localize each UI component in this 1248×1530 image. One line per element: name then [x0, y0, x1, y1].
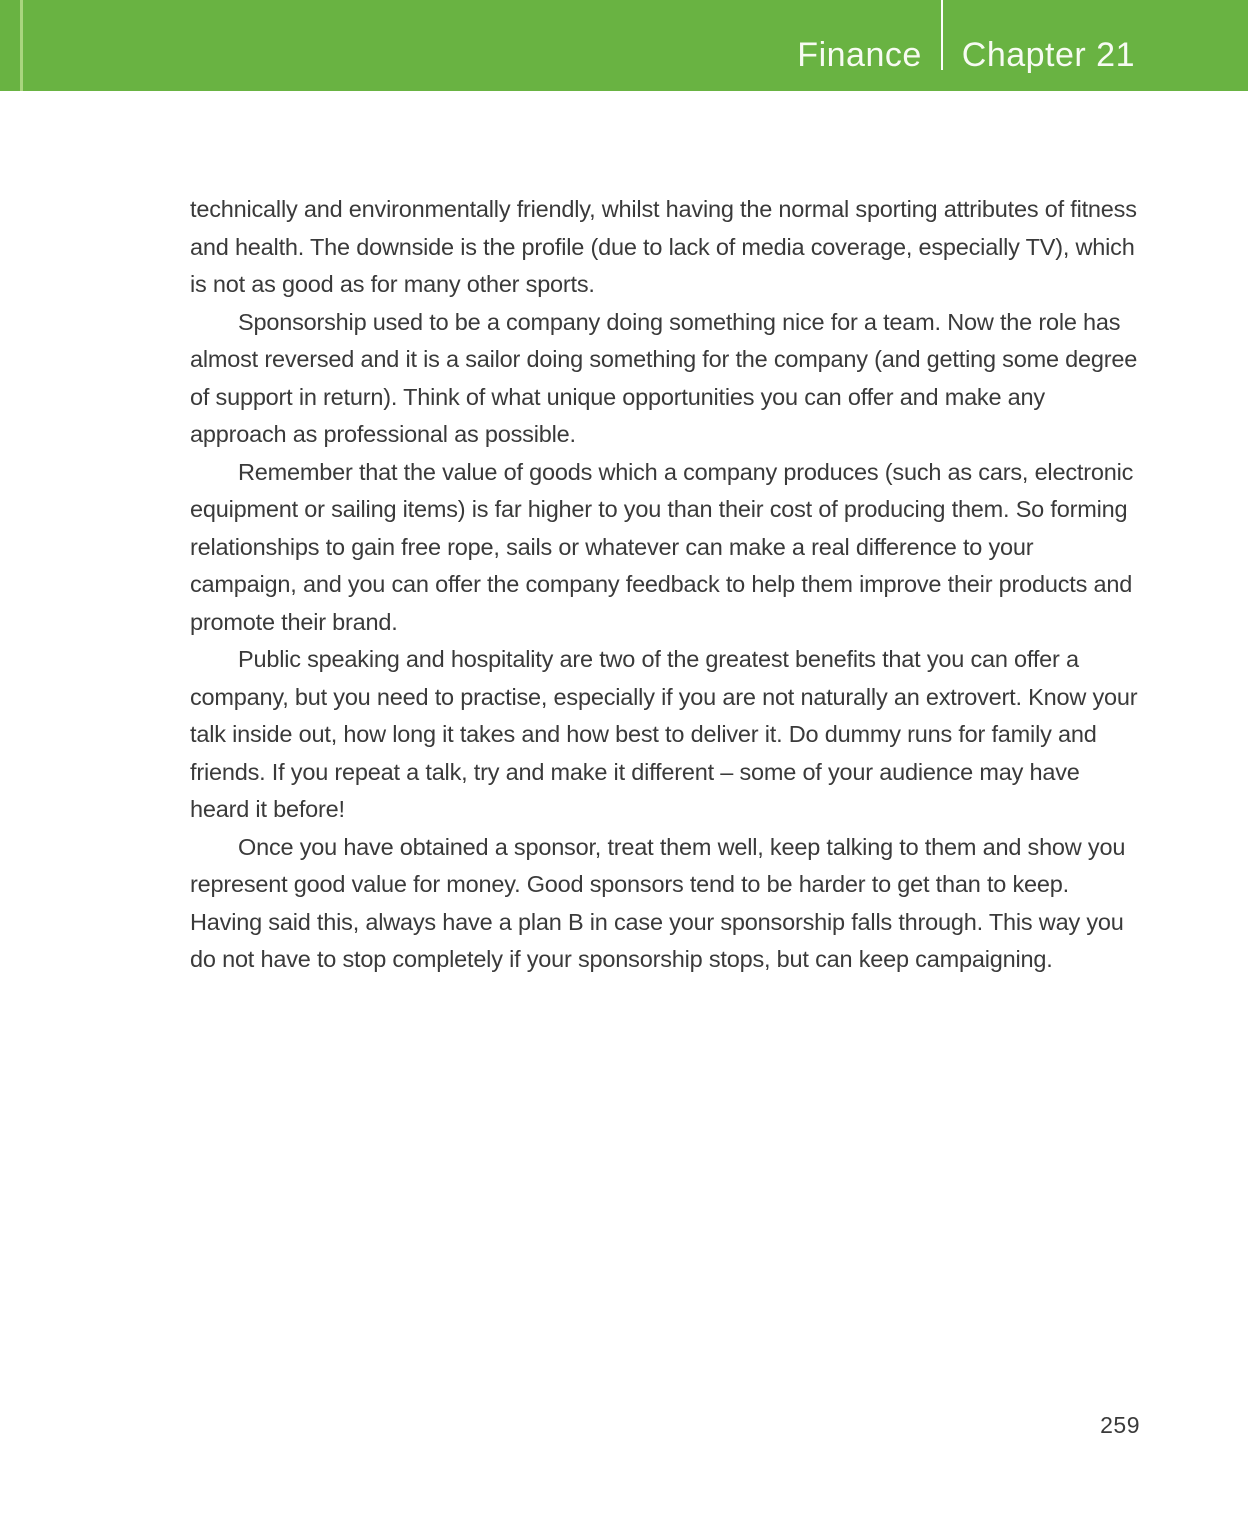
paragraph: Sponsorship used to be a company doing something nice for a team. Now the role has almost reversed and it is a sailor doing something for the company (and getting some degree of support in return). Think of what unique opportunities you can offer and make any approach as professional as possible.: [190, 308, 1138, 447]
paragraph: Remember that the value of goods which a company produces (such as cars, electronic equipment or sailing items) is far higher to you than their cost of producing them. So forming relationships to gain free rope, sails or whatever can make a real difference to your campaign, and you can offer the company feedback to help them improve their products and promote their brand.: [190, 458, 1134, 635]
page-number: 259: [1100, 1412, 1140, 1438]
chapter-title: Chapter 21: [961, 36, 1135, 74]
paragraph-continuation: technically and environmentally friendly, whilst having the normal sporting attributes of fitness and health. The downside is the profile (due to lack of media coverage, especially TV), which is not as good as for many other sports.: [190, 196, 1137, 297]
paragraph: Public speaking and hospitality are two of the greatest benefits that you can offer a company, but you need to practise, especially if you are not naturally an extrovert. Know your talk inside out, how long it takes and how best to deliver it. Do dummy runs for family and friends. If you repeat a talk, try and make it different – some of your audience may have heard it before!: [190, 646, 1138, 822]
page-body-text: [190, 191, 1142, 979]
spine-accent-line: [20, 0, 23, 91]
chapter-header-bar: [0, 0, 1248, 91]
section-title: Finance: [797, 36, 922, 74]
paragraph: Once you have obtained a sponsor, treat them well, keep talking to them and show you represent good value for money. Good sponsors tend to be harder to get than to keep. Having said this, always have a plan B in case your sponsorship falls through. This way you do not have to stop completely if your sponsorship stops, but can keep campaigning.: [190, 833, 1126, 972]
header-divider-line: [941, 0, 943, 70]
running-head: [797, 0, 1135, 74]
